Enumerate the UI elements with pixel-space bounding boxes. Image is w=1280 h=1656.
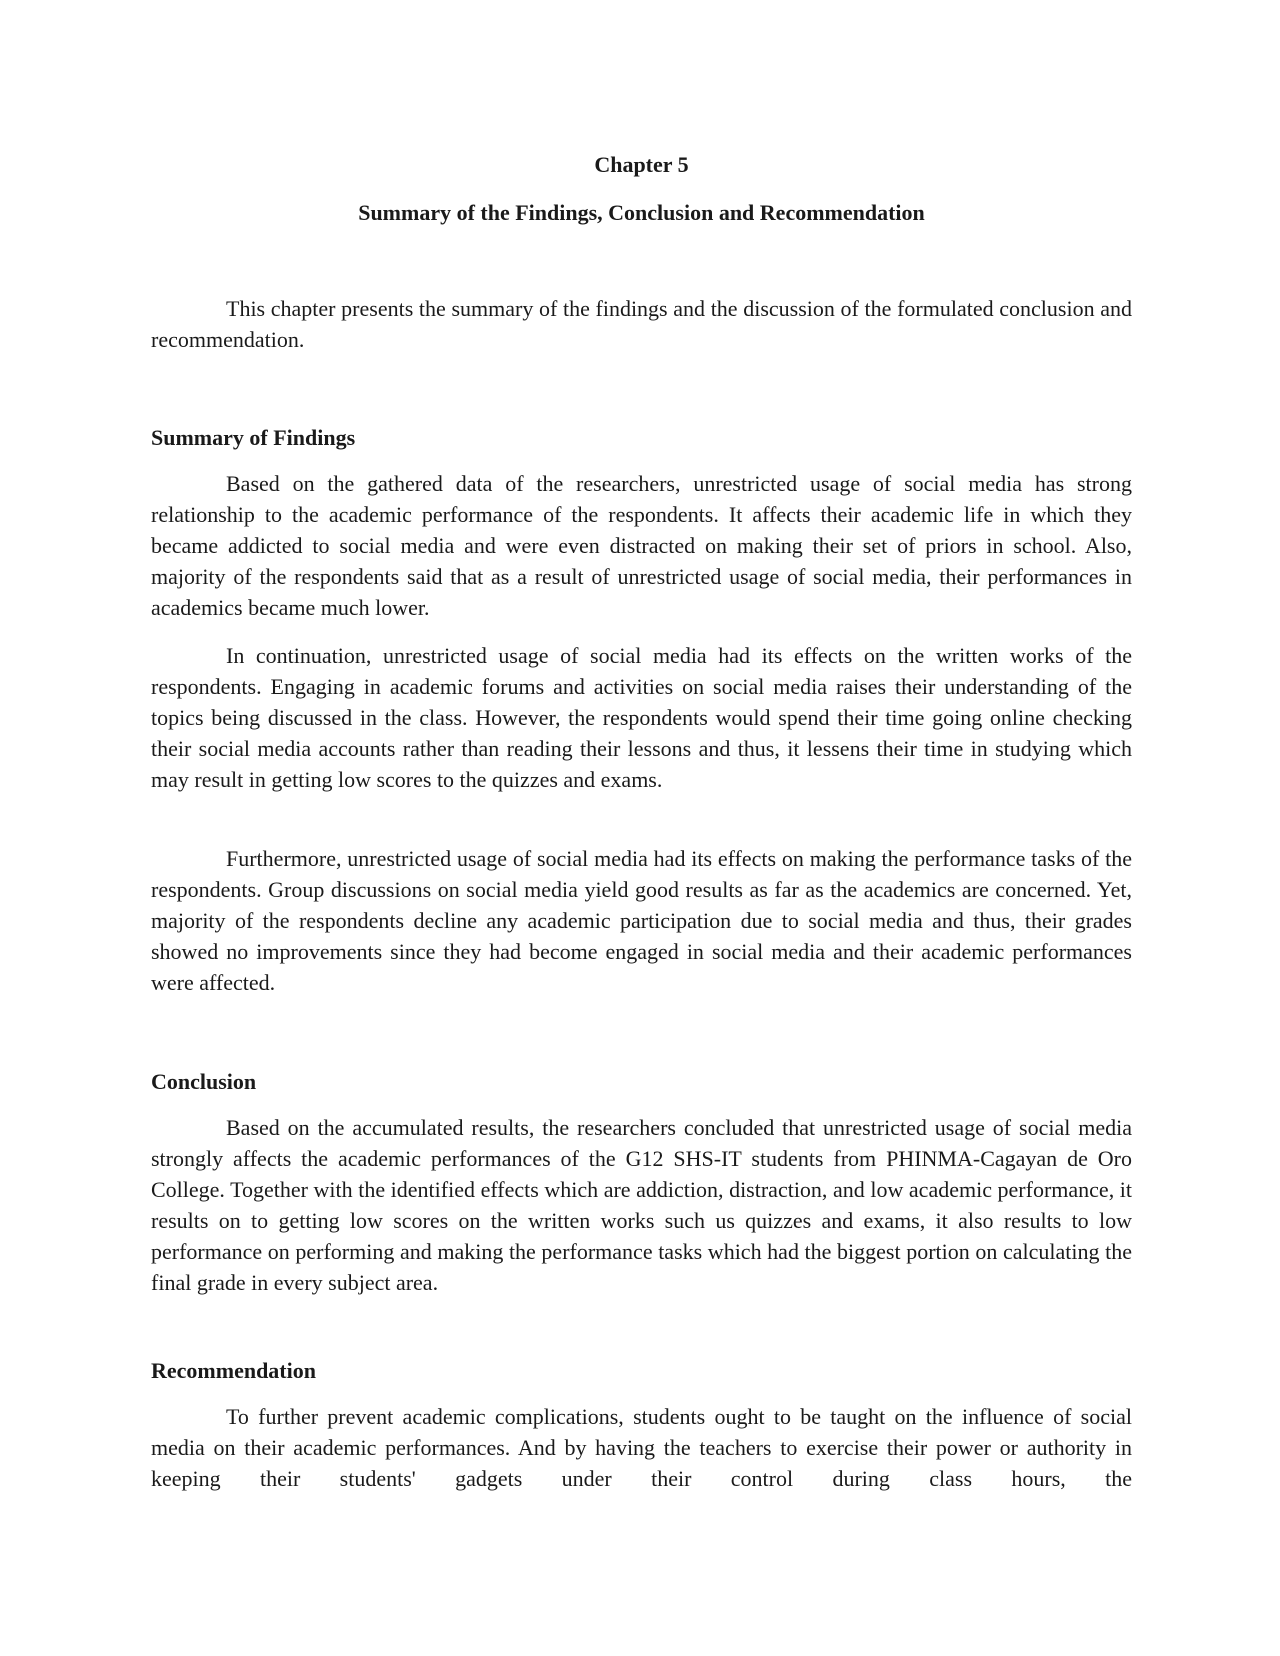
heading-conclusion: Conclusion bbox=[151, 1069, 257, 1094]
heading-recommendation: Recommendation bbox=[151, 1358, 316, 1383]
conclusion-paragraph: Based on the accumulated results, the researchers concluded that unrestricted usage of social media strongly affects the academic performances of the G12 SHS-IT students from PHINMA-Cagayan de Oro College. Together with the identified effects which are addiction, distraction, and low academic performance, it results on to getting low scores on the written works such us quizzes and exams, it also results to low performance on performing and making the performance tasks which had the biggest portion on calculating the final grade in every subject area. bbox=[151, 1115, 1132, 1295]
chapter-label: Chapter 5 bbox=[594, 152, 689, 177]
summary-paragraph-2: In continuation, unrestricted usage of social media had its effects on the written works of the respondents. Engaging in academic forums and activities on social media raises their understanding of the topics being discussed in the class. However, the respondents would spend their time going online checking their social media accounts rather than reading their lessons and thus, it lessens their time in studying which may result in getting low scores to the quizzes and exams. bbox=[151, 643, 1132, 792]
heading-summary-of-findings: Summary of Findings bbox=[151, 425, 356, 450]
summary-paragraph-3: Furthermore, unrestricted usage of social media had its effects on making the performance tasks of the respondents. Group discussions on social media yield good results as far as the academics are concerned. Yet, majority of the respondents decline any academic participation due to social media and thus, their grades showed no improvements since they had become engaged in social media and their academic performances were affected. bbox=[151, 846, 1132, 995]
document-title: Summary of the Findings, Conclusion and Recommendation bbox=[358, 200, 925, 225]
intro-paragraph: This chapter presents the summary of the findings and the discussion of the formulated conclusion and recommendation. bbox=[151, 296, 1132, 352]
summary-paragraph-1: Based on the gathered data of the researchers, unrestricted usage of social media has strong relationship to the academic performance of the respondents. It affects their academic life in which they became addicted to social media and were even distracted on making their set of priors in school. Also, majority of the respondents said that as a result of unrestricted usage of social media, their performances in academics became much lower. bbox=[151, 471, 1132, 620]
recommendation-paragraph: To further prevent academic complications, students ought to be taught on the influence of social media on their academic performances. And by having the teachers to exercise their power or authority in keeping their students' gadgets under their control during class hours, the bbox=[151, 1404, 1132, 1491]
